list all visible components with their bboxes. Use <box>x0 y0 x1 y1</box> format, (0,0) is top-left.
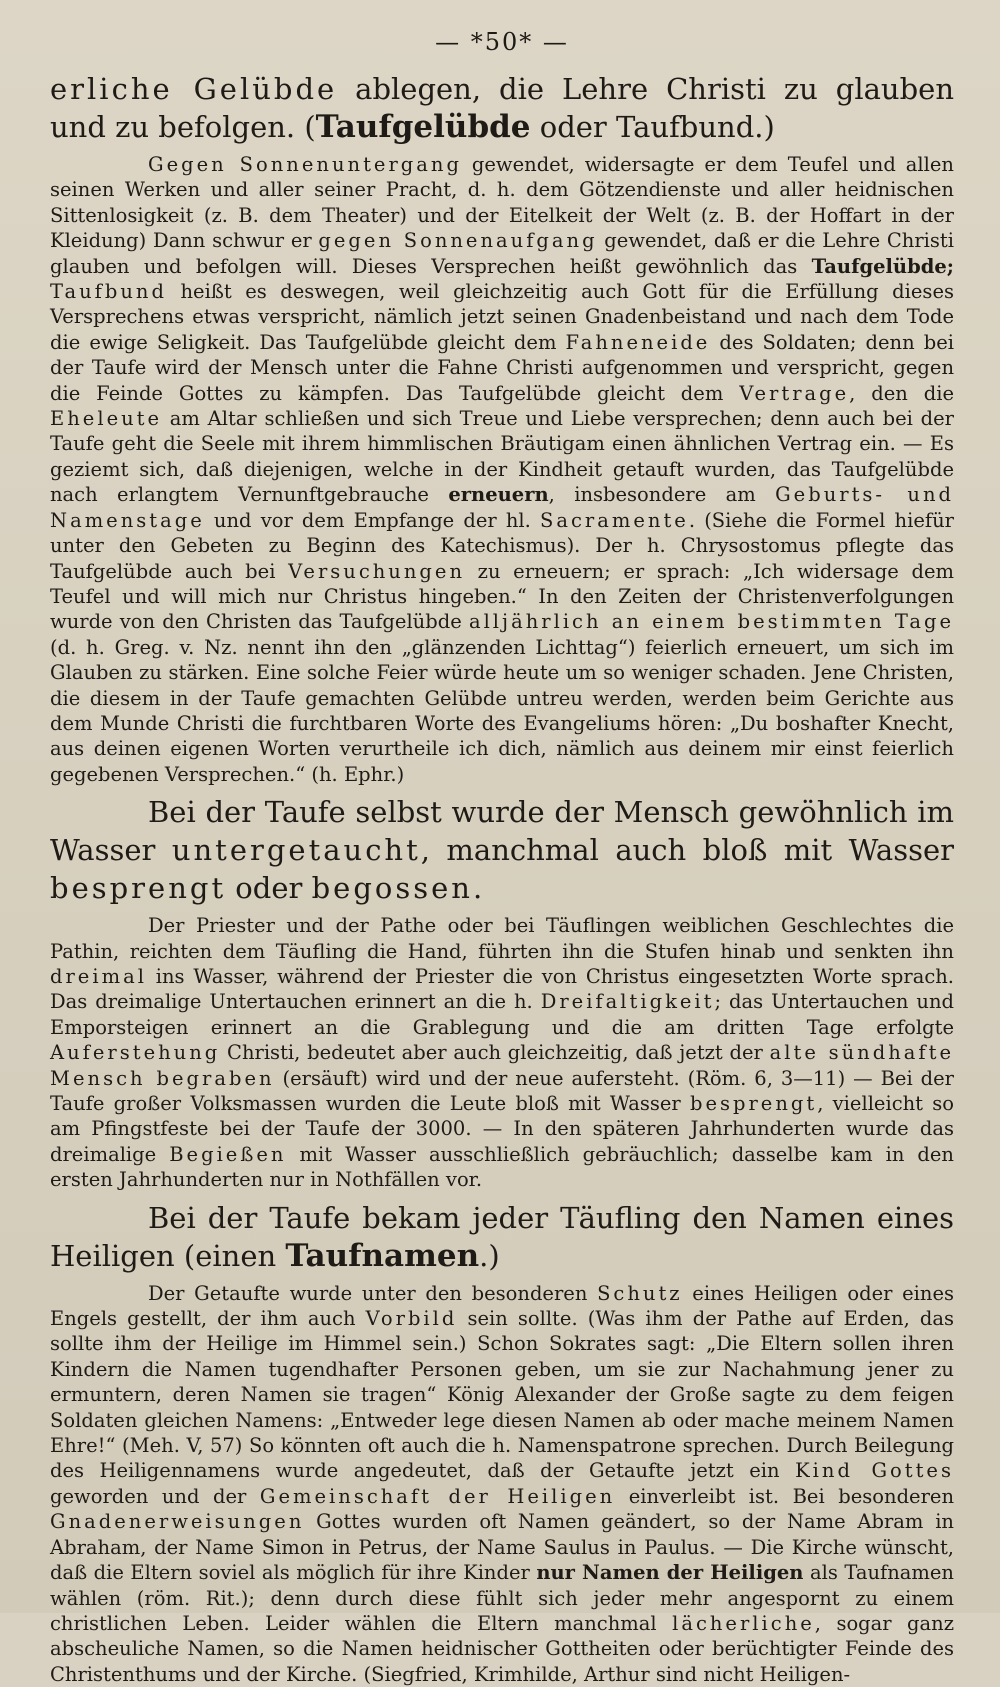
text-run: geworden und der <box>50 1484 260 1508</box>
lead-text: . <box>472 871 483 906</box>
text-run: ; das Untertauchen und Emporsteigen erinnert an die Grablegung und die am dritten Tage erfolgte <box>50 990 955 1039</box>
lead-text: oder <box>226 871 312 906</box>
text-run: , sogar ganz abscheuliche Namen, so die Namen heidnischer Gottheiten oder berüchtigter Feinde des Christenthums und der Kirche. (Siegfried, Krimhilde, Arthur sind nicht Heiligen- <box>50 1611 954 1686</box>
lead-text: Bei der Taufe bekam jeder Täufling den Namen eines Heiligen (einen <box>50 1200 954 1273</box>
text-run: (ersäuft) wird und der neue aufersteht. (Röm. 6, 3—11) — Bei der Taufe großer Volksmassen wurden die Leute bloß mit Wasser <box>50 1066 954 1115</box>
emph-geburts-namenstage: Geburts- und Namenstage <box>50 483 954 532</box>
emph-untergetaucht: untergetaucht <box>171 833 421 868</box>
text-run: sein sollte. (Was ihm der Pathe auf Erden, das sollte ihm der Heilige im Himmel sein.) Schon Sokrates sagt: „Die Eltern sollen ihren Kindern die Namen tugendhafter Personen geben, um sie zur Nachahmung jener zu ermuntern, deren Namen sie tragen“ König Alexander der Große sagte zu dem feigen Soldaten gleichen Namens: „Entweder lege diesen Namen ab oder mache meinem Namen Ehre!“ (Meh. V, 57) So könnten oft auch die h. Namenspatrone sprechen. Durch Beilegung des Heiligennamens wurde angedeutet, daß der Getaufte jetzt ein <box>50 1307 954 1483</box>
emph-kind-gottes: Kind Gottes <box>795 1459 954 1483</box>
emph-erneuern: erneuern <box>448 483 549 507</box>
lead-text: Bei der Taufe selbst wurde der Mensch gewöhnlich im Wasser <box>50 795 954 868</box>
intro-text-end: oder Taufbund.) <box>530 110 775 144</box>
emph-begossen: begossen <box>311 871 473 906</box>
text-run: Der Priester und der Pathe oder bei Täuflingen weiblichen Geschlechtes die Pathin, reichten dem Täufling die Hand, führten ihn die Stufen hinab und senkten ihn <box>50 914 954 963</box>
emph-auferstehung: Auferstehung <box>50 1041 221 1065</box>
text-run: . (Siehe die Formel hiefür unter den Gebeten zu Beginn des Katechismus). Der h. Chrysostomus pflegte das Taufgelübde auch bei <box>50 508 954 583</box>
emph-eheleute: Eheleute <box>50 407 163 431</box>
text-run: , insbesondere am <box>548 483 776 507</box>
emph-besprengt-2: besprengt <box>689 1092 818 1115</box>
text-run: einverleibt ist. Bei besonderen <box>615 1484 955 1508</box>
emph-vorbild: Vorbild <box>365 1307 458 1331</box>
text-run: , vielleicht so am Pfingstfeste bei der Taufe der 3000. — In den späteren Jahrhunderten wurde das dreimalige <box>50 1092 954 1166</box>
emph-begiessen: Begießen <box>169 1142 287 1166</box>
emph-alljaehrlich: alljährlich an einem bestimmten Tage <box>468 610 955 634</box>
lead-immersion <box>50 793 954 907</box>
emph-dreimal: dreimal <box>50 964 147 988</box>
emph-versuchungen: Versuchungen <box>288 559 466 583</box>
intro-spaced-word: erliche Gelübde <box>50 72 338 106</box>
emph-sacramente: Sacramente <box>540 508 689 532</box>
text-run: des Soldaten; denn bei der Taufe wird der Mensch unter die Fahne Christi aufgenommen und verspricht, gegen die Feinde Gottes zu kämpfen. Das Taufgelübde gleicht dem <box>50 330 954 405</box>
emph-sunrise: gegen Sonnenaufgang <box>318 229 598 253</box>
text-run: und vor dem Empfange der hl. <box>204 508 541 532</box>
emph-namen-der-heiligen: nur Namen der Heiligen <box>536 1561 804 1585</box>
emph-gemeinschaft: Gemeinschaft der Heiligen <box>259 1484 616 1508</box>
emph-schutz: Schutz <box>597 1281 683 1305</box>
lead-baptismal-name <box>50 1199 954 1275</box>
paragraph-baptismal-name <box>50 1281 954 1687</box>
emph-fahneneide: Fahneneide <box>565 330 711 354</box>
page-number: — *50* — <box>435 28 569 56</box>
emph-alte-mensch: alte sündhafte Mensch begraben <box>50 1041 955 1090</box>
text-run: als Taufnamen wählen (röm. Rit.); denn durch diese fühlt sich jeder mehr angespornt zu einem christlichen Leben. Leider wählen die Eltern manchmal <box>50 1561 954 1635</box>
emph-besprengt: besprengt <box>50 871 227 906</box>
text-run: eines Heiligen oder eines Engels gestellt, der ihm auch <box>50 1281 954 1331</box>
emph-taufbund: Taufbund <box>50 280 167 304</box>
text-run: mit Wasser ausschließlich gebräuchlich; dasselbe kam in den ersten Jahrhunderten nur in Nothfällen vor. <box>50 1142 954 1192</box>
term-taufnamen: Taufnamen <box>285 1237 480 1274</box>
emph-laecherliche: lächerliche <box>672 1611 815 1635</box>
emph-sunset: Gegen Sonnenuntergang <box>148 153 462 176</box>
paragraph-baptismal-vow <box>50 152 954 787</box>
emph-dreifaltigkeit: Dreifaltigkeit <box>540 990 715 1014</box>
text-run: gewendet, daß er die Lehre Christi glauben und befolgen will. Dieses Versprechen heißt gewöhnlich das <box>50 229 954 278</box>
text-run: Christi, bedeutet aber auch gleichzeitig, daß jetzt der <box>220 1041 770 1065</box>
emph-vertrage: Vertrage <box>739 381 850 405</box>
text-run: zu erneuern; er sprach: „Ich widersage dem Teufel und will mich nur Christus hingeben.“ In den Zeiten der Christenverfolgungen wurde von den Christen das Taufgelübde <box>50 559 954 634</box>
text-run: (d. h. Greg. v. Nz. nennt ihn den „glänzenden Lichttag“) feierlich erneuert, um sich im Glauben zu stärken. Eine solche Feier würde heute um so weniger schaden. Jene Christen, die diesem in der Taufe gemachten Gelübde untreu werden, werden beim Gerichte aus dem Munde Christi die furchtbaren Worte des Evangeliums hören: „Du boshafter Knecht, aus deinen eigenen Worten verurtheile ich dich, nämlich aus deinem mir einst feierlich gegebenen Versprechen.“ (h. Ephr.) <box>50 635 954 786</box>
text-run: gewendet, widersagte er dem Teufel und allen seinen Werken und aller seiner Pracht, d. h. dem Götzendienste und aller heidnischen Sittenlosigkeit (z. B. dem Theater) und der Eitelkeit der Welt (z. B. der Hoffart in der Kleidung) Dann schwur er <box>50 153 954 253</box>
intro-text: ablegen, die Lehre Christi zu glauben und zu befolgen. ( <box>50 72 955 144</box>
text-run: heißt es deswegen, weil gleichzeitig auch Gott für die Erfüllung dieses Versprechens etwas verspricht, nämlich jetzt seinen Gnadenbeistand und nach dem Tode die ewige Seligkeit. Das Taufgelübde gleicht dem <box>50 280 954 354</box>
term-taufgeluebde: Taufgelübde <box>315 109 531 145</box>
text-run: , den die <box>849 381 954 405</box>
text-run: ins Wasser, während der Priester die von Christus eingesetzten Worte sprach. Das dreimalige Untertauchen erinnert an die h. <box>50 964 954 1014</box>
lead-text: , manchmal auch bloß mit Wasser <box>420 833 954 868</box>
text-run: am Altar schließen und sich Treue und Liebe versprechen; denn auch bei der Taufe geht die Seele mit ihrem himmlischen Bräutigam einen ähnlichen Vertrag ein. — Es geziemt sich, daß diejenigen, welche in der Kindheit getauft wurden, das Taufgelübde nach erlangtem Vernunftgebrauche <box>50 407 954 507</box>
lead-text: .) <box>479 1238 500 1273</box>
text-run: Gottes wurden oft Namen geändert, so der Name Abram in Abraham, der Name Simon in Petrus, der Name Saulus in Paulus. — Die Kirche wünscht, daß die Eltern soviel als möglich für ihre Kinder <box>50 1510 954 1585</box>
intro-paragraph <box>50 70 954 146</box>
term-bold-taufgeluebde: Taufgelübde; <box>811 254 954 278</box>
text-run: Der Getaufte wurde unter den besonderen <box>148 1281 598 1305</box>
paragraph-immersion <box>50 913 954 1192</box>
emph-gnadenerweisungen: Gnadenerweisungen <box>50 1510 305 1534</box>
